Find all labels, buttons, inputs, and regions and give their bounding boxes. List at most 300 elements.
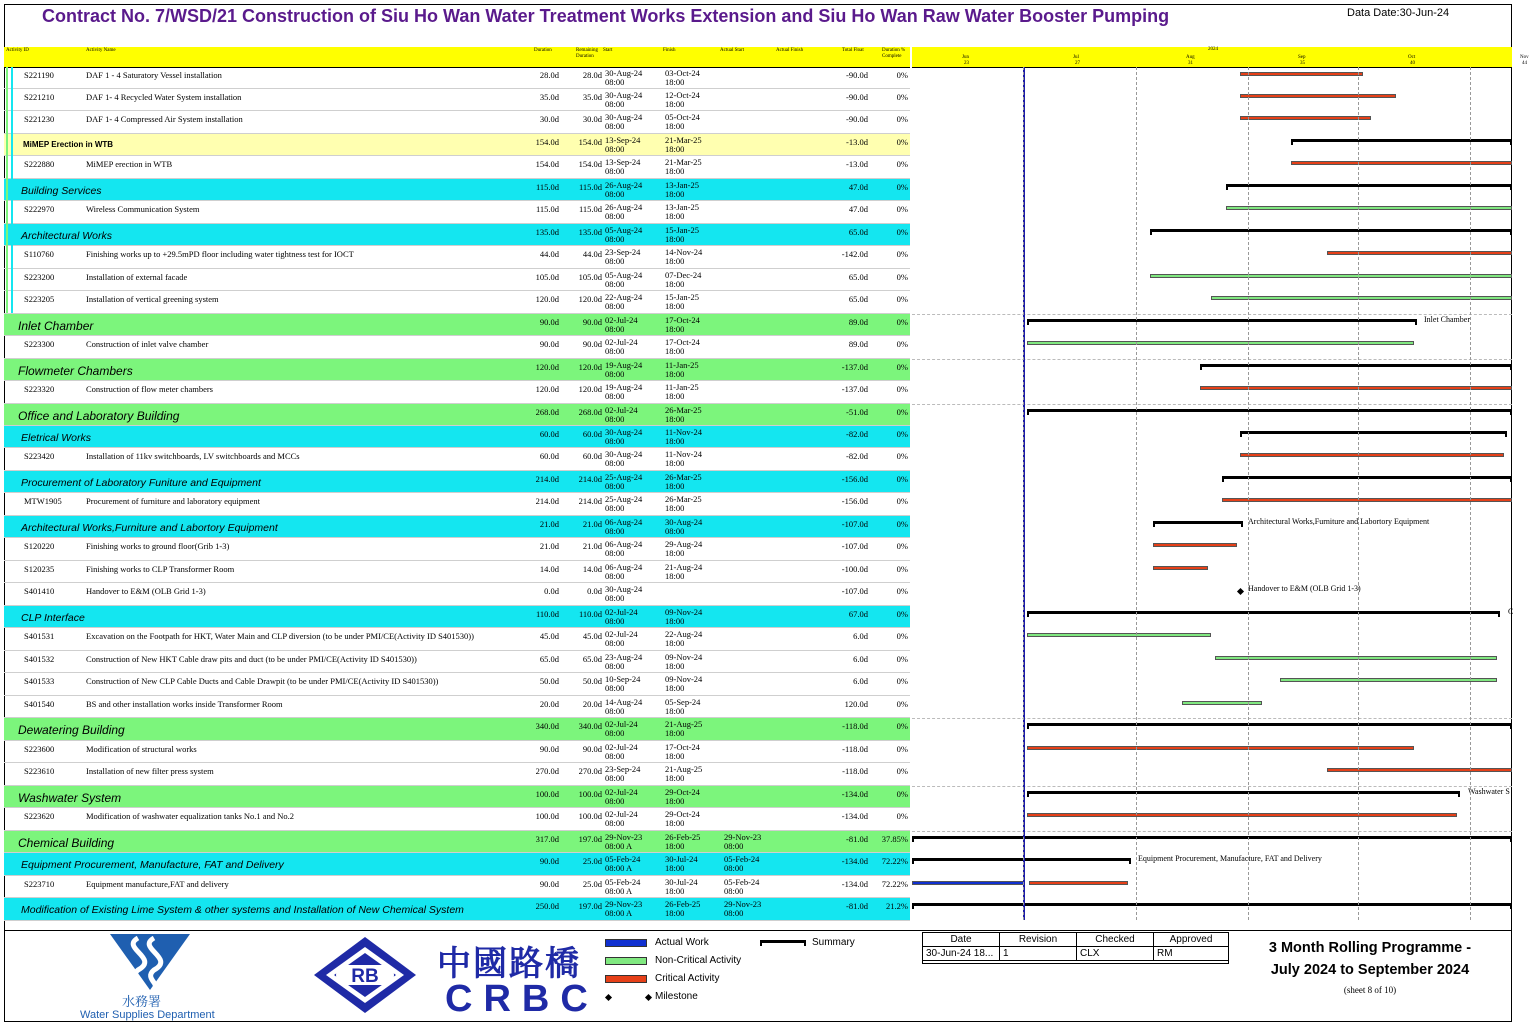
- start-time-cell: 08:00: [605, 211, 625, 221]
- start-date-cell: 30-Aug-24: [605, 90, 643, 100]
- duration-cell: 65.0d: [539, 654, 559, 664]
- total-float-cell: 6.0d: [853, 654, 868, 664]
- group-name: MiMEP Erection in WTB: [23, 140, 114, 149]
- gantt-row: [912, 628, 1512, 651]
- finish-time-cell: 18:00: [665, 391, 685, 401]
- total-float-cell: -156.0d: [841, 496, 868, 506]
- activity-name: MiMEP erection in WTB: [86, 159, 173, 169]
- pct-complete-cell: 0%: [896, 474, 908, 484]
- duration-cell: 214.0d: [535, 496, 559, 506]
- remaining-cell: 45.0d: [582, 631, 602, 641]
- finish-time-cell: 18:00: [665, 458, 685, 468]
- duration-cell: 45.0d: [539, 631, 559, 641]
- finish-time-cell: 18:00: [665, 751, 685, 761]
- pct-complete-cell: 21.2%: [886, 901, 908, 911]
- total-float-cell: -107.0d: [841, 541, 868, 551]
- legend-swatch-critical: [605, 975, 647, 983]
- start-date-cell: 19-Aug-24: [605, 360, 643, 370]
- total-float-cell: -90.0d: [846, 92, 868, 102]
- non-critical-activity-bar[interactable]: [1182, 701, 1262, 705]
- duration-cell: 60.0d: [539, 451, 559, 461]
- actual-start-time-cell: 08:00: [724, 886, 744, 896]
- wbs-group-row[interactable]: [4, 516, 910, 538]
- activity-row[interactable]: [4, 741, 910, 763]
- programme-title: [1250, 937, 1490, 981]
- activity-row[interactable]: [4, 67, 910, 89]
- summary-icon: [760, 940, 806, 943]
- finish-date-cell: 12-Oct-24: [665, 90, 700, 100]
- activity-row[interactable]: [4, 876, 910, 898]
- activity-row[interactable]: [4, 493, 910, 516]
- pct-complete-cell: 0%: [896, 362, 908, 372]
- non-critical-activity-bar[interactable]: [1215, 656, 1497, 660]
- critical-activity-bar[interactable]: [1222, 498, 1512, 502]
- finish-date-cell: 29-Oct-24: [665, 787, 700, 797]
- wbs-group-row[interactable]: [4, 718, 910, 741]
- start-date-cell: 30-Aug-24: [605, 449, 643, 459]
- approval-date: 30-Jun-24 18...: [923, 947, 1000, 961]
- legend-summary: Summary: [760, 937, 855, 948]
- gantt-label: Inlet Chamber: [1424, 315, 1470, 324]
- pct-complete-cell: 0%: [896, 699, 908, 709]
- activity-row[interactable]: [4, 763, 910, 786]
- duration-cell: 50.0d: [539, 676, 559, 686]
- wbs-group-row[interactable]: [4, 786, 910, 808]
- pct-complete-cell: 0%: [896, 451, 908, 461]
- activity-name: Construction of New CLP Cable Ducts and Cable Drawpit (to be under PMI/CE(Activity ID S401530)): [86, 676, 439, 686]
- summary-bar[interactable]: [1291, 139, 1512, 142]
- finish-date-cell: 09-Nov-24: [665, 652, 703, 662]
- pct-complete-cell: 0%: [896, 317, 908, 327]
- gantt-row: [912, 111, 1512, 134]
- critical-activity-bar[interactable]: [1240, 453, 1504, 457]
- start-date-cell: 13-Sep-24: [605, 157, 641, 167]
- gantt-row: [912, 673, 1512, 696]
- group-name: Equipment Procurement, Manufacture, FAT and Delivery: [21, 859, 284, 871]
- wbs-group-row[interactable]: [4, 314, 910, 336]
- wbs-group-row[interactable]: [4, 426, 910, 448]
- activity-row[interactable]: [4, 448, 910, 471]
- duration-cell: 317.0d: [535, 834, 559, 844]
- summary-bar[interactable]: [912, 903, 1512, 906]
- duration-cell: 250.0d: [535, 901, 559, 911]
- gantt-label: Architectural Works,Furniture and Labortory Equipment: [1248, 517, 1430, 526]
- wbs-group-row[interactable]: [4, 853, 910, 876]
- activity-row[interactable]: [4, 561, 910, 583]
- duration-cell: 20.0d: [539, 699, 559, 709]
- remaining-cell: 90.0d: [582, 339, 602, 349]
- gantt-row: [912, 179, 1512, 201]
- timeline-month: Jul: [1073, 55, 1079, 60]
- remaining-cell: 30.0d: [582, 114, 602, 124]
- finish-time-cell: 18:00: [665, 369, 685, 379]
- timeline-week: 31: [1188, 61, 1193, 66]
- pct-complete-cell: 0%: [896, 811, 908, 821]
- group-name: Office and Laboratory Building: [18, 409, 180, 423]
- finish-time-cell: 18:00: [665, 548, 685, 558]
- finish-date-cell: 29-Oct-24: [665, 809, 700, 819]
- actual-start-date-cell: 29-Nov-23: [724, 832, 762, 842]
- timeline-month: Sep: [1298, 55, 1306, 60]
- summary-bar[interactable]: [912, 836, 1512, 839]
- month-gridline: [1248, 67, 1249, 920]
- pct-complete-cell: 0%: [896, 654, 908, 664]
- programme-title-line-2: July 2024 to September 2024: [1270, 962, 1470, 978]
- finish-date-cell: 13-Jan-25: [665, 202, 699, 212]
- legend-swatch-actual: [605, 939, 647, 947]
- group-name: CLP Interface: [21, 612, 85, 624]
- summary-bar[interactable]: [1027, 723, 1512, 726]
- start-date-cell: 13-Sep-24: [605, 135, 641, 145]
- duration-cell: 90.0d: [539, 744, 559, 754]
- total-float-cell: -134.0d: [841, 789, 868, 799]
- timeline-week: 44: [1522, 61, 1527, 66]
- gantt-row: [912, 224, 1512, 246]
- pct-complete-cell: 0%: [896, 519, 908, 529]
- critical-activity-bar[interactable]: [1027, 746, 1414, 750]
- total-float-cell: -134.0d: [841, 879, 868, 889]
- finish-time-cell: 18:00: [665, 706, 685, 716]
- start-time-cell: 08:00: [605, 638, 625, 648]
- activity-row[interactable]: [4, 291, 910, 314]
- pct-complete-cell: 0%: [896, 586, 908, 596]
- timeline-week: 35: [1300, 61, 1305, 66]
- duration-cell: 270.0d: [535, 766, 559, 776]
- non-critical-activity-bar[interactable]: [1150, 274, 1512, 278]
- total-float-cell: -107.0d: [841, 519, 868, 529]
- activity-row[interactable]: [4, 628, 910, 651]
- duration-cell: 120.0d: [535, 294, 559, 304]
- total-float-cell: -134.0d: [841, 811, 868, 821]
- finish-time-cell: 18:00: [665, 863, 685, 873]
- finish-date-cell: 07-Dec-24: [665, 270, 702, 280]
- critical-activity-bar[interactable]: [1240, 116, 1370, 120]
- approval-header-checked: Checked: [1077, 933, 1154, 947]
- finish-date-cell: 14-Nov-24: [665, 247, 703, 257]
- remaining-cell: 135.0d: [578, 227, 602, 237]
- critical-activity-bar[interactable]: [1153, 543, 1236, 547]
- gantt-row: [912, 269, 1512, 291]
- wbs-group-row[interactable]: [4, 134, 910, 156]
- actual-work-bar[interactable]: [912, 881, 1024, 885]
- activity-row[interactable]: [4, 538, 910, 561]
- pct-complete-cell: 0%: [896, 204, 908, 214]
- gantt-row: [912, 404, 1512, 427]
- critical-activity-bar[interactable]: [1240, 94, 1396, 98]
- approval-checked: CLX: [1077, 947, 1154, 961]
- non-critical-activity-bar[interactable]: [1211, 296, 1512, 300]
- rb-logo-text: RB: [351, 966, 379, 987]
- start-time-cell: 08:00: [605, 548, 625, 558]
- pct-complete-cell: 0%: [896, 114, 908, 124]
- start-date-cell: 23-Sep-24: [605, 247, 641, 257]
- activity-name: Installation of external facade: [86, 272, 188, 282]
- critical-activity-bar[interactable]: [1327, 251, 1512, 255]
- activity-name: Construction of inlet valve chamber: [86, 339, 209, 349]
- duration-cell: 115.0d: [535, 182, 559, 192]
- gantt-row: [912, 493, 1512, 516]
- activity-name: Finishing works to CLP Transformer Room: [86, 564, 235, 574]
- critical-activity-bar[interactable]: [1291, 161, 1512, 165]
- col-activity-id[interactable]: Activity ID: [6, 48, 29, 53]
- pct-complete-cell: 0%: [896, 789, 908, 799]
- crbc-chinese-name: 中國路橋: [437, 944, 581, 984]
- activity-row[interactable]: [4, 696, 910, 718]
- start-date-cell: 14-Aug-24: [605, 697, 643, 707]
- start-date-cell: 02-Jul-24: [605, 809, 638, 819]
- summary-bar[interactable]: [1150, 229, 1512, 232]
- approval-approved: RM: [1154, 947, 1229, 961]
- duration-cell: 100.0d: [535, 789, 559, 799]
- start-time-cell: 08:00: [605, 593, 625, 603]
- finish-time-cell: 18:00: [665, 818, 685, 828]
- gantt-row: [912, 606, 1512, 628]
- pct-complete-cell: 0%: [896, 496, 908, 506]
- crbc-english-name: CRBC: [445, 978, 599, 1020]
- non-critical-activity-bar[interactable]: [1280, 678, 1497, 682]
- activity-id: S223300: [24, 339, 55, 349]
- start-time-cell: 08:00: [605, 616, 625, 626]
- summary-bar[interactable]: [1027, 791, 1461, 794]
- start-date-cell: 02-Jul-24: [605, 629, 638, 639]
- activity-name: Excavation on the Footpath for HKT, Water Main and CLP diversion (to be under PMI/CE(Activity ID S401530)): [86, 631, 474, 641]
- finish-time-cell: 18:00: [665, 481, 685, 491]
- duration-cell: 28.0d: [539, 70, 559, 80]
- activity-row[interactable]: [4, 269, 910, 291]
- col-total-float[interactable]: Total Float: [842, 48, 864, 53]
- start-time-cell: 08:00: [605, 796, 625, 806]
- approval-table: [922, 932, 1229, 964]
- summary-bar[interactable]: [1222, 476, 1512, 479]
- start-time-cell: 08:00: [605, 77, 625, 87]
- wsd-english-name: Water Supplies Department: [80, 1009, 215, 1021]
- finish-time-cell: 18:00: [665, 279, 685, 289]
- col-remaining[interactable]: Remaining Duration: [576, 48, 598, 59]
- actual-start-date-cell: 29-Nov-23: [724, 899, 762, 909]
- remaining-cell: 110.0d: [578, 609, 602, 619]
- gantt-label: Washwater S: [1468, 787, 1510, 796]
- activity-id: S223600: [24, 744, 55, 754]
- group-name: Building Services: [21, 185, 102, 197]
- finish-time-cell: 18:00: [665, 728, 685, 738]
- wbs-group-row[interactable]: [4, 359, 910, 381]
- gantt-label: Equipment Procurement, Manufacture, FAT and Delivery: [1138, 854, 1322, 863]
- remaining-cell: 0.0d: [587, 586, 602, 596]
- remaining-cell: 25.0d: [582, 856, 602, 866]
- critical-activity-bar[interactable]: [1240, 72, 1363, 76]
- timeline-week: 23: [964, 61, 969, 66]
- col-actual-start[interactable]: Actual Start: [720, 48, 745, 53]
- start-date-cell: 02-Jul-24: [605, 742, 638, 752]
- duration-cell: 90.0d: [539, 879, 559, 889]
- activity-name: Construction of flow meter chambers: [86, 384, 213, 394]
- gantt-row: [912, 89, 1512, 111]
- finish-date-cell: 30-Aug-24: [665, 517, 703, 527]
- activity-row[interactable]: [4, 673, 910, 696]
- start-date-cell: 05-Feb-24: [605, 877, 641, 887]
- group-name: Eletrical Works: [21, 432, 92, 444]
- finish-date-cell: 30-Jul-24: [665, 854, 698, 864]
- activity-row[interactable]: [4, 89, 910, 111]
- approval-revision: 1: [1000, 947, 1077, 961]
- start-date-cell: 23-Aug-24: [605, 652, 643, 662]
- finish-date-cell: 15-Jan-25: [665, 225, 699, 235]
- finish-time-cell: 18:00: [665, 661, 685, 671]
- finish-date-cell: 26-Feb-25: [665, 899, 701, 909]
- activity-row[interactable]: [4, 808, 910, 831]
- finish-date-cell: 09-Nov-24: [665, 607, 703, 617]
- outline-bar: [11, 67, 13, 313]
- actual-start-date-cell: 05-Feb-24: [724, 854, 760, 864]
- gantt-row: [912, 381, 1512, 404]
- critical-activity-bar[interactable]: [1327, 768, 1512, 772]
- wbs-group-row[interactable]: [4, 224, 910, 246]
- activity-row[interactable]: [4, 336, 910, 359]
- start-date-cell: 25-Aug-24: [605, 494, 643, 504]
- gantt-row: [912, 67, 1512, 89]
- col-activity-name[interactable]: Activity Name: [86, 48, 116, 53]
- duration-cell: 21.0d: [539, 541, 559, 551]
- duration-cell: 60.0d: [539, 429, 559, 439]
- start-date-cell: 06-Aug-24: [605, 562, 643, 572]
- remaining-cell: 154.0d: [578, 159, 602, 169]
- activity-row[interactable]: [4, 381, 910, 404]
- critical-activity-bar[interactable]: [1153, 566, 1207, 570]
- start-time-cell: 08:00: [605, 324, 625, 334]
- col-finish[interactable]: Finish: [663, 48, 676, 53]
- duration-cell: 90.0d: [539, 856, 559, 866]
- summary-bar[interactable]: [912, 858, 1131, 861]
- pct-complete-cell: 0%: [896, 249, 908, 259]
- wbs-group-row[interactable]: [4, 404, 910, 426]
- activity-id: S401540: [24, 699, 55, 709]
- non-critical-activity-bar[interactable]: [1027, 341, 1414, 345]
- remaining-cell: 268.0d: [578, 407, 602, 417]
- activity-name: Installation of vertical greening system: [86, 294, 219, 304]
- activity-name: Procurement of furniture and laboratory equipment: [86, 496, 260, 506]
- pct-complete-cell: 72.22%: [881, 879, 908, 889]
- activity-id: S120235: [24, 564, 55, 574]
- approval-header-revision: Revision: [1000, 933, 1077, 947]
- remaining-cell: 115.0d: [578, 182, 602, 192]
- activity-id: S120220: [24, 541, 55, 551]
- timeline-week: 27: [1075, 61, 1080, 66]
- gantt-row: [912, 583, 1512, 606]
- start-time-cell: 08:00: [605, 279, 625, 289]
- gantt-row: [912, 718, 1512, 742]
- finish-time-cell: 18:00: [665, 234, 685, 244]
- critical-activity-bar[interactable]: [1029, 881, 1128, 885]
- duration-cell: 44.0d: [539, 249, 559, 259]
- gantt-row: [912, 786, 1512, 809]
- wbs-group-row[interactable]: [4, 471, 910, 493]
- legend-milestone: Milestone: [605, 991, 698, 1002]
- actual-start-time-cell: 08:00: [724, 863, 744, 873]
- total-float-cell: -82.0d: [846, 451, 868, 461]
- start-date-cell: 02-Jul-24: [605, 607, 638, 617]
- gantt-row: [912, 808, 1512, 831]
- activity-row[interactable]: [4, 651, 910, 673]
- gantt-row: [912, 201, 1512, 224]
- critical-activity-bar[interactable]: [1027, 813, 1458, 817]
- gantt-row: [912, 448, 1512, 471]
- gantt-row: [912, 336, 1512, 359]
- gantt-row: [912, 426, 1512, 448]
- duration-cell: 154.0d: [535, 159, 559, 169]
- start-time-cell: 08:00: [605, 301, 625, 311]
- finish-date-cell: 15-Jan-25: [665, 292, 699, 302]
- gantt-row: [912, 314, 1512, 337]
- remaining-cell: 270.0d: [578, 766, 602, 776]
- activity-row[interactable]: [4, 111, 910, 134]
- start-date-cell: 02-Jul-24: [605, 337, 638, 347]
- remaining-cell: 20.0d: [582, 699, 602, 709]
- data-date: Data Date:30-Jun-24: [1347, 7, 1450, 19]
- col-pct-complete[interactable]: Duration % Complete: [882, 48, 906, 59]
- start-date-cell: 02-Jul-24: [605, 719, 638, 729]
- activity-row[interactable]: [4, 583, 910, 606]
- wbs-group-row[interactable]: [4, 179, 910, 201]
- remaining-cell: 105.0d: [578, 272, 602, 282]
- start-time-cell: 08:00: [605, 661, 625, 671]
- start-date-cell: 06-Aug-24: [605, 517, 643, 527]
- summary-bar[interactable]: [1027, 409, 1512, 412]
- finish-date-cell: 17-Oct-24: [665, 337, 700, 347]
- non-critical-activity-bar[interactable]: [1027, 633, 1212, 637]
- summary-bar[interactable]: [1153, 521, 1243, 524]
- activity-row[interactable]: [4, 201, 910, 224]
- start-time-cell: 08:00: [605, 189, 625, 199]
- legend-swatch-non-critical: [605, 957, 647, 965]
- duration-cell: 90.0d: [539, 339, 559, 349]
- actual-start-time-cell: 08:00: [724, 908, 744, 918]
- activity-row[interactable]: [4, 156, 910, 179]
- col-actual-finish[interactable]: Actual Finish: [776, 48, 804, 53]
- gantt-row: [912, 156, 1512, 179]
- start-date-cell: 22-Aug-24: [605, 292, 643, 302]
- duration-cell: 21.0d: [539, 519, 559, 529]
- pct-complete-cell: 0%: [896, 227, 908, 237]
- rb-logo: [310, 935, 420, 1015]
- start-time-cell: 08:00: [605, 99, 625, 109]
- activity-row[interactable]: [4, 246, 910, 269]
- finish-date-cell: 11-Jan-25: [665, 360, 699, 370]
- remaining-cell: 120.0d: [578, 294, 602, 304]
- col-start[interactable]: Start: [603, 48, 613, 53]
- finish-time-cell: 18:00: [665, 211, 685, 221]
- finish-time-cell: 18:00: [665, 99, 685, 109]
- remaining-cell: 197.0d: [578, 834, 602, 844]
- finish-time-cell: 18:00: [665, 683, 685, 693]
- duration-cell: 110.0d: [535, 609, 559, 619]
- start-time-cell: 08:00: [605, 369, 625, 379]
- activity-name: Installation of new filter press system: [86, 766, 214, 776]
- summary-bar[interactable]: [1027, 611, 1501, 614]
- activity-name: Equipment manufacture,FAT and delivery: [86, 879, 229, 889]
- summary-bar[interactable]: [1240, 431, 1507, 434]
- duration-cell: 340.0d: [535, 721, 559, 731]
- group-name: Chemical Building: [18, 836, 115, 850]
- col-duration[interactable]: Duration: [534, 48, 552, 53]
- wbs-group-row[interactable]: [4, 898, 910, 921]
- wbs-group-row[interactable]: [4, 606, 910, 628]
- total-float-cell: 47.0d: [848, 182, 868, 192]
- wbs-group-row[interactable]: [4, 831, 910, 853]
- gantt-row: [912, 291, 1512, 314]
- page-title: Contract No. 7/WSD/21 Construction of Siu Ho Wan Water Treatment Works Extension and Siu Ho Wan Raw Water Booster Pumping: [42, 6, 1170, 26]
- month-gridline: [1136, 67, 1137, 920]
- gantt-row: [912, 471, 1512, 493]
